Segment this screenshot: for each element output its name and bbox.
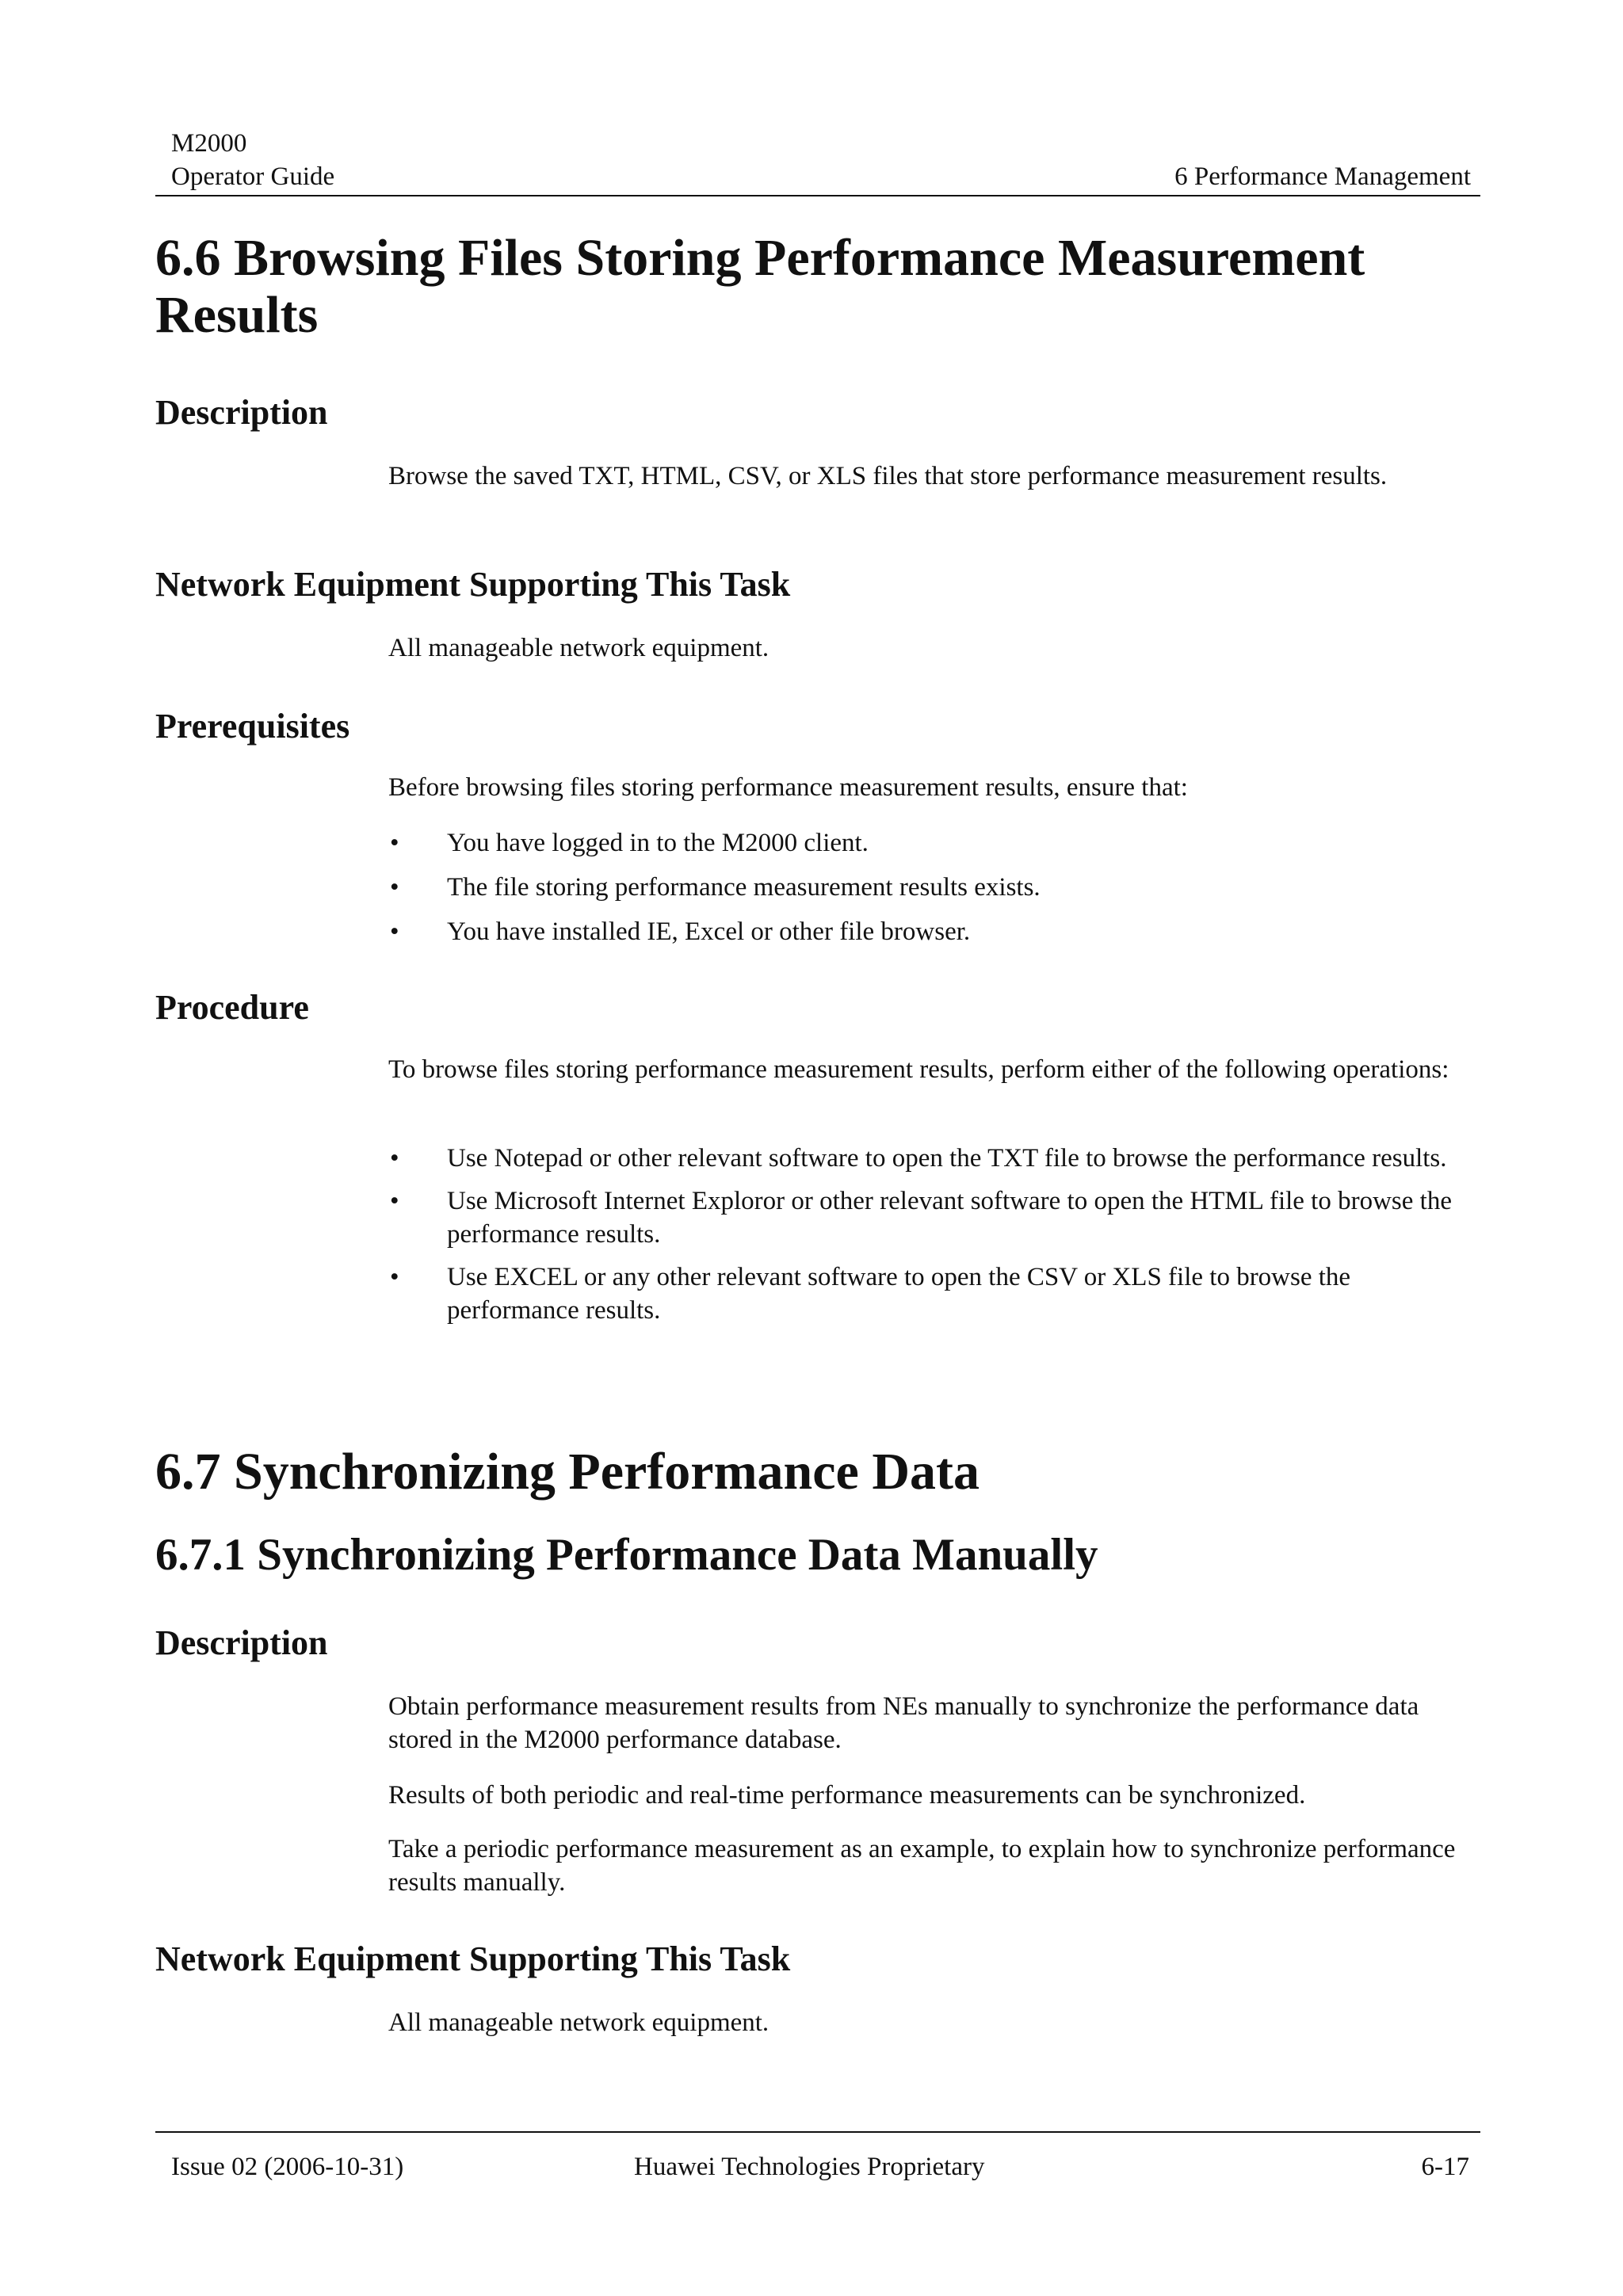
list-item-text: You have installed IE, Excel or other file browser. [447, 917, 971, 946]
bullet-icon: • [390, 1144, 399, 1173]
section-6-7-1-title: 6.7.1 Synchronizing Performance Data Manually [155, 1530, 1098, 1580]
list-item [388, 1261, 1479, 1327]
header-rule [155, 195, 1480, 196]
bullet-icon: • [390, 1187, 399, 1215]
list-item [388, 871, 1479, 904]
network-equipment-text-2: All manageable network equipment. [388, 2008, 769, 2037]
prerequisites-intro: Before browsing files storing performance measurement results, ensure that: [388, 773, 1188, 802]
procedure-heading: Procedure [155, 988, 309, 1027]
list-item [388, 1142, 1479, 1175]
description-paragraph: Obtain performance measurement results from NEs manually to synchronize the performance data stored in the M2000 performance database. [388, 1692, 1419, 1754]
description-text: Browse the saved TXT, HTML, CSV, or XLS files that store performance measurement results. [388, 462, 1388, 490]
bullet-icon: • [390, 1263, 399, 1291]
header-product: M2000 [171, 129, 247, 158]
description-paragraph: Take a periodic performance measurement as an example, to explain how to synchronize performance results manually. [388, 1835, 1456, 1897]
list-item [388, 915, 1479, 948]
header-chapter: 6 Performance Management [1174, 162, 1471, 191]
network-equipment-heading: Network Equipment Supporting This Task [155, 565, 791, 604]
bullet-icon: • [390, 917, 399, 946]
footer-owner: Huawei Technologies Proprietary [634, 2153, 985, 2181]
network-equipment-text: All manageable network equipment. [388, 634, 769, 662]
footer-issue: Issue 02 (2006-10-31) [171, 2153, 404, 2181]
procedure-list [388, 1142, 1479, 1338]
prerequisites-list [388, 826, 1479, 959]
description-heading-2: Description [155, 1623, 328, 1662]
procedure-intro: To browse files storing performance measurement results, perform either of the following operations: [388, 1055, 1449, 1084]
description-heading: Description [155, 393, 328, 432]
list-item-text: Use EXCEL or any other relevant software to open the CSV or XLS file to browse the performance results. [447, 1263, 1351, 1325]
list-item-text: Use Notepad or other relevant software to open the TXT file to browse the performance results. [447, 1144, 1447, 1173]
bullet-icon: • [390, 829, 399, 857]
section-6-6-title: 6.6 Browsing Files Storing Performance Measurement Results [155, 229, 1365, 344]
section-6-7-title: 6.7 Synchronizing Performance Data [155, 1443, 980, 1501]
list-item [388, 826, 1479, 860]
list-item-text: You have logged in to the M2000 client. [447, 829, 869, 857]
header-doc-title: Operator Guide [171, 162, 335, 191]
prerequisites-heading: Prerequisites [155, 707, 350, 746]
list-item-text: The file storing performance measurement results exists. [447, 873, 1041, 902]
description-paragraph: Results of both periodic and real-time performance measurements can be synchronized. [388, 1781, 1306, 1810]
network-equipment-heading-2: Network Equipment Supporting This Task [155, 1939, 791, 1978]
list-item-text: Use Microsoft Internet Exploror or other relevant software to open the HTML file to browse the performance results. [447, 1187, 1452, 1249]
footer-rule [155, 2131, 1480, 2133]
bullet-icon: • [390, 873, 399, 902]
list-item [388, 1184, 1479, 1251]
header-left [171, 127, 334, 193]
footer-page-number: 6-17 [1421, 2153, 1469, 2181]
